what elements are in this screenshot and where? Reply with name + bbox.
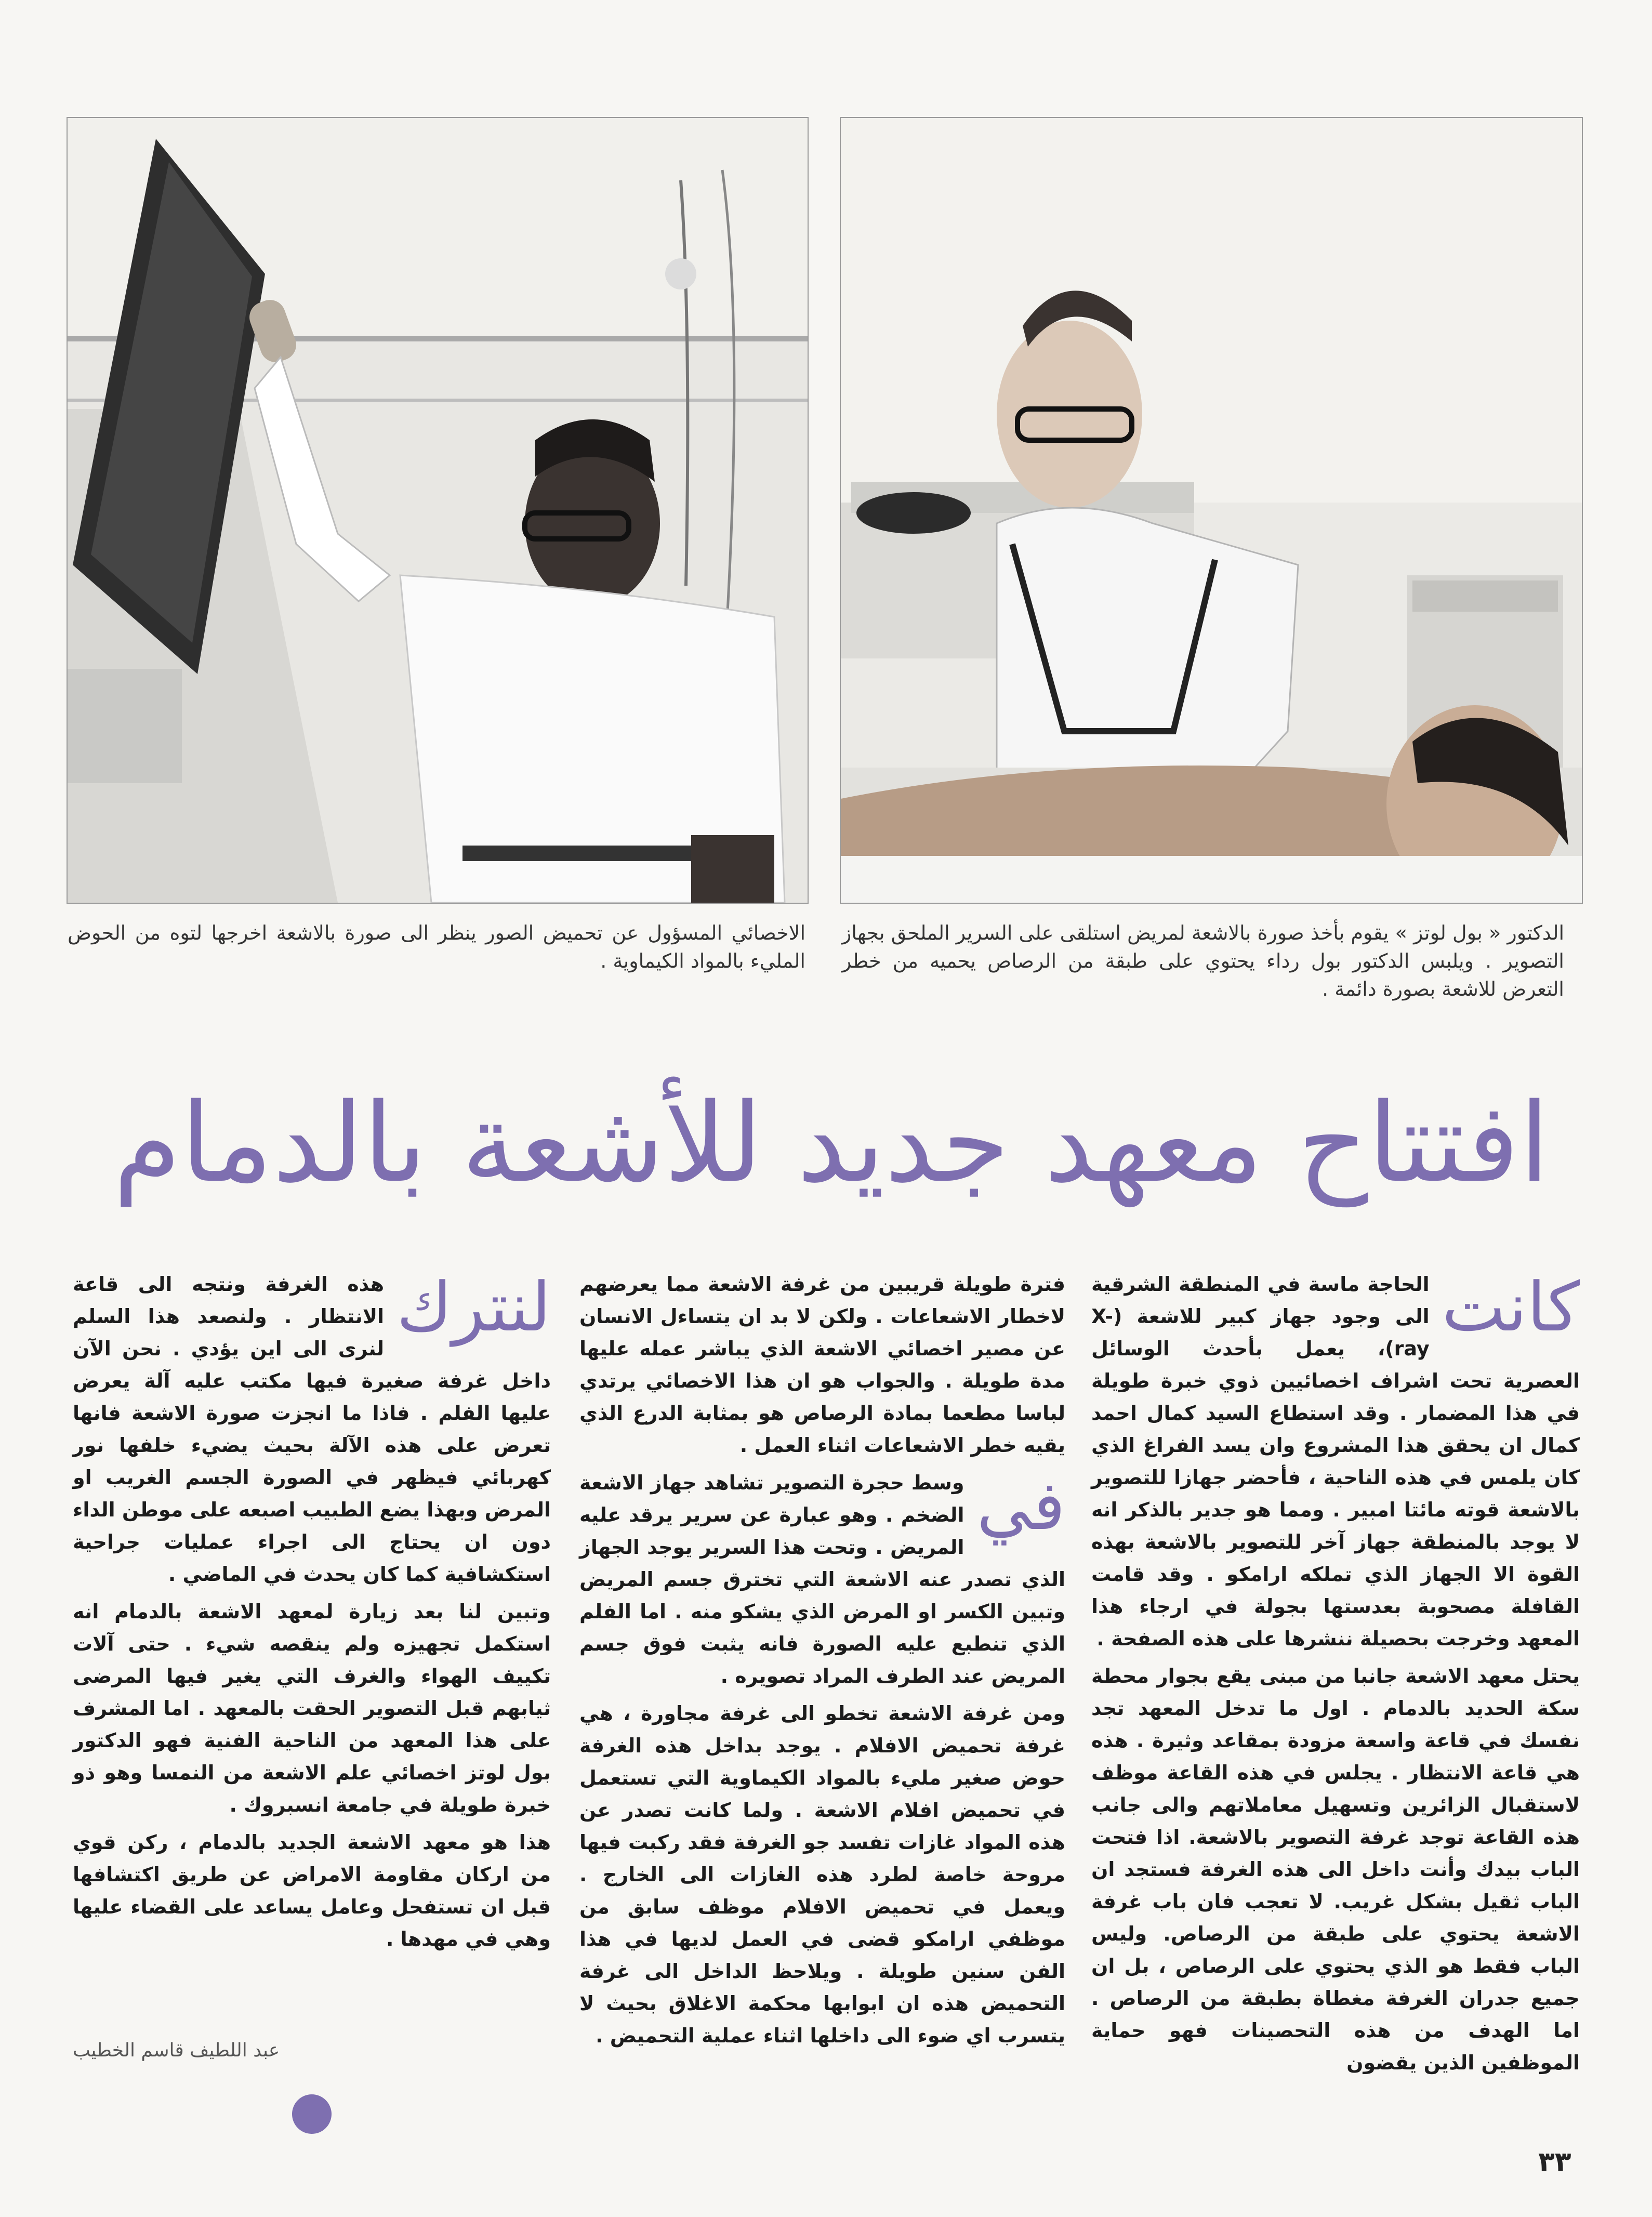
photo-xray-specialist-image	[68, 118, 808, 903]
caption-doctor-patient: الدكتور « بول لوتز » يقوم بأخذ صورة بالاشعة لمريض استلقى على السرير الملحق بجهاز التصوير . ويلبس الدكتور بول رداء يحتوي على طبقة من الرصاص يحميه من خطر التعرض للاشعة بصورة دائمة .	[842, 921, 1564, 1000]
paragraph: وتبين لنا بعد زيارة لمعهد الاشعة بالدمام انه استكمل تجهيزه ولم ينقصه شيء . حتى آلات تكييف الهواء والغرف التي يغير فيها المرضى ثيابهم قبل التصوير الحقت بالمعهد . اما المشرف على هذا المعهد من الناحية الفنية فهو الدكتور بول لوتز اخصائي علم الاشعة من النمسا وهو ذو خبرة طويلة في جامعة انسبروك .	[73, 1600, 551, 1816]
paragraph: يحتل معهد الاشعة جانبا من مبنى يقع بجوار محطة سكة الحديد بالدمام . اول ما تدخل المعهد تجد نفسك في قاعة واسعة مزودة بمقاعد وثيرة . هذه هي قاعة الانتظار . يجلس في هذه القاعة موظف لاستقبال الزائرين وتسهيل معاملاتهم والى جانب هذه القاعة توجد غرفة التصوير بالاشعة. اذا فتحت الباب بيدك وأنت داخل الى هذه الغرفة فستجد ان الباب ثقيل بشكل غريب. لا تعجب فان باب غرفة الاشعة يحتوي على طبقة من الرصاص. وليس الباب فقط هو الذي يحتوي على الرصاص ، بل ان جميع جدران الغرفة مغطاة بطبقة من الرصاص . اما الهدف من هذه التحصينات فهو حماية الموظفين الذين يقضون	[1091, 1665, 1580, 2074]
caption-xray-specialist: الاخصائي المسؤول عن تحميض الصور ينظر الى صورة بالاشعة اخرجها لتوه من الحوض المليء بالمواد الكيماوية .	[68, 921, 805, 972]
dropcap-right: كانت	[1442, 1268, 1580, 1347]
article-column-middle	[579, 1268, 1065, 2057]
article-column-right	[1091, 1268, 1580, 2084]
author-signature: عبد اللطيف قاسم الخطيب	[73, 2040, 280, 2061]
paragraph: هذه الغرفة ونتجه الى قاعة الانتظار . ولنصعد هذا السلم لنرى الى اين يؤدي . نحن الآن داخل غرفة صغيرة فيها مكتب عليه آلة يعرض عليها الفلم . فاذا ما انجزت صورة الاشعة فانها تعرض على هذه الآلة بحيث يضيء خلفها نور كهربائي فيظهر في الصورة الجسم الغريب او المرض وبهذا يضع الطبيب اصبعه على موطن الداء دون ان يحتاج الى اجراء عمليات جراحية استكشافية كما كان يحدث في الماضي .	[72, 1273, 551, 1586]
photo-doctor-patient-image	[841, 118, 1582, 903]
dropcap-middle: في	[976, 1466, 1065, 1545]
paragraph: هذا هو معهد الاشعة الجديد بالدمام ، ركن قوي من اركان مقاومة الامراض عن طريق اكتشافها قبل ان تستفحل وعامل يساعد على القضاء عليها وهي في مهدها .	[73, 1831, 551, 1950]
dropcap-left: لنترك	[397, 1268, 551, 1347]
paragraph: وسط حجرة التصوير تشاهد جهاز الاشعة الضخم . وهو عبارة عن سرير يرقد عليه المريض . وتحت هذا السرير يوجد الجهاز الذي تصدر عنه الاشعة التي تخترق جسم المريض وتبين الكسر او المرض الذي يشكو منه . اما الفلم الذي تنطبع عليه الصورة فانه يثبت فوق جسم المريض عند الطرف المراد تصويره .	[579, 1471, 1065, 1687]
page-number: ٣٣	[1538, 2146, 1571, 2178]
headline: افتتاح معهد جديد للأشعة بالدمام	[113, 1079, 1550, 1207]
photo-doctor-patient	[840, 117, 1583, 904]
end-mark-dot	[292, 2094, 332, 2134]
paragraph: ومن غرفة الاشعة تخطو الى غرفة مجاورة ، هي غرفة تحميض الافلام . يوجد بداخل هذه الغرفة حوض صغير مليء بالمواد الكيماوية التي تستعمل في تحميض افلام الاشعة . ولما كانت تصدر عن هذه المواد غازات تفسد جو الغرفة فقد ركبت فيها مروحة خاصة لطرد هذه الغازات الى الخارج . ويعمل في تحميض الافلام موظف سابق من موظفي ارامكو قضى في العمل لديها في هذا الفن سنين طويلة . ويلاحظ الداخل الى غرفة التحميض هذه ان ابوابها محكمة الاغلاق بحيث لا يتسرب اي ضوء الى داخلها اثناء عملية التحميض .	[579, 1702, 1065, 2047]
paragraph: فترة طويلة قريبين من غرفة الاشعة مما يعرضهم لاخطار الاشعاعات . ولكن لا بد ان يتساءل الانسان عن مصير اخصائي الاشعة الذي يباشر عمله عليها مدة طويلة . والجواب هو ان هذا الاخصائي يرتدي لباسا مطعما بمادة الرصاص هو بمثابة الدرع الذي يقيه خطر الاشعاعات اثناء العمل .	[579, 1273, 1065, 1457]
photo-xray-specialist	[67, 117, 809, 904]
article-column-left	[73, 1268, 551, 1960]
paragraph: الحاجة ماسة في المنطقة الشرقية الى وجود جهاز كبير للاشعة (X-ray)، يعمل بأحدث الوسائل العصرية تحت اشراف اخصائيين ذوي خبرة طويلة في هذا المضمار . وقد استطاع السيد كمال احمد كمال ان يحقق هذا المشروع وان يسد الفراغ الذي كان يلمس في هذه الناحية ، فأحضر جهازا للتصوير بالاشعة قوته مائتا امبير . ومما هو جدير بالذكر انه لا يوجد بالمنطقة جهاز آخر للتصوير بالاشعة بهذه القوة الا الجهاز الذي تملكه ارامكو . وقد قامت القافلة مصحوبة بعدستها بجولة في ارجاء هذا المعهد وخرجت بحصيلة ننشرها على هذه الصفحة .	[1091, 1273, 1580, 1650]
